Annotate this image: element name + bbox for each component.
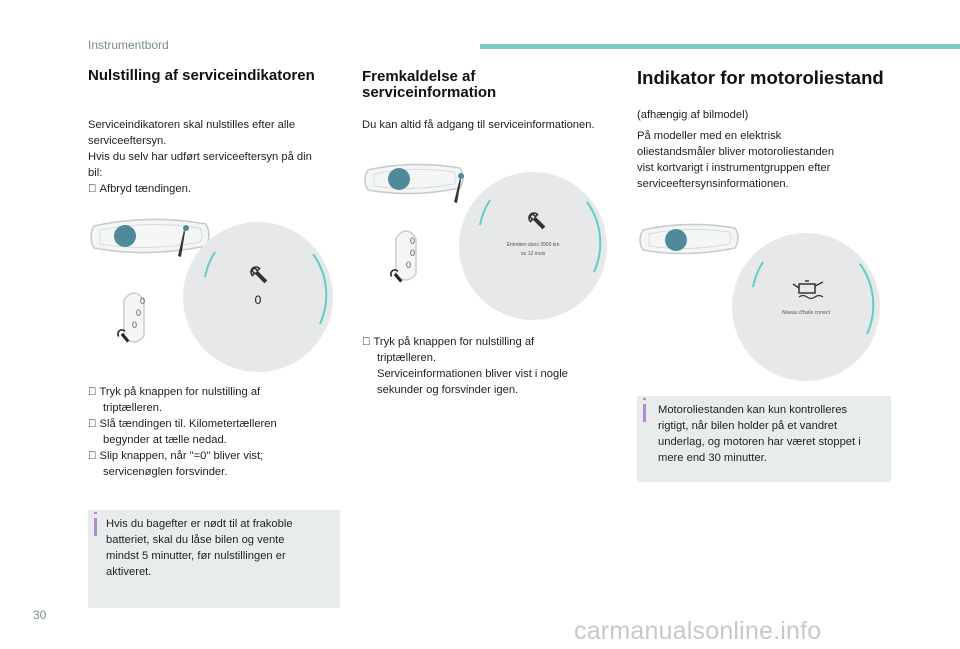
gauge-display-value: 0	[254, 293, 262, 307]
counter-digit: 0	[132, 320, 138, 330]
col1-step: servicenøglen forsvinder.	[103, 466, 228, 478]
page-number: 30	[33, 608, 47, 622]
counter-digit: 0	[410, 248, 416, 258]
info-line: rigtigt, når bilen holder på et vandret	[658, 420, 838, 432]
col2-title-line: Fremkaldelse af	[362, 68, 476, 85]
col3-note: (afhængig af bilmodel)	[637, 109, 749, 121]
oil-level-illustration	[637, 222, 892, 384]
col1-title: Nulstilling af serviceindikatoren	[88, 67, 315, 84]
col3-info-box	[637, 396, 891, 482]
service-reset-illustration	[88, 212, 340, 374]
counter-digit: 0	[140, 296, 146, 306]
info-line: batteriet, skal du låse bilen og vente	[106, 534, 285, 546]
col3-title: Indikator for motoroliestand	[637, 67, 884, 88]
col2-step: Tryk på knappen for nulstilling af	[362, 336, 523, 348]
info-line: mere end 30 minutter.	[658, 452, 767, 464]
col2-step: Serviceinformationen bliver vist i nogle	[377, 368, 568, 380]
header-accent-bar	[480, 44, 960, 49]
counter-digit: 0	[136, 308, 142, 318]
col2-title-line: serviceinformation	[362, 84, 497, 101]
col3-intro-line: oliestandsmåler bliver motoroliestanden	[637, 146, 835, 158]
info-line: mindst 5 minutter, før nulstillingen er	[106, 550, 286, 562]
col1-step0: Afbryd tændingen.	[88, 183, 180, 195]
info-line: Motoroliestanden kan kun kontrolleres	[658, 404, 848, 416]
col2-steps	[362, 334, 617, 398]
col2-title	[362, 69, 496, 101]
highlight-dot	[665, 229, 687, 251]
info-icon	[643, 398, 646, 400]
col1-info-box	[88, 510, 340, 608]
gauge-dial	[732, 233, 880, 381]
col1-intro-line: bil:	[88, 167, 103, 179]
counter-digit: 0	[406, 260, 412, 270]
col1-step: Tryk på knappen for nulstilling af	[88, 386, 249, 398]
gauge-message: Niveau d'huile correct	[782, 310, 830, 316]
watermark: carmanualsonline.info	[574, 617, 822, 645]
col2-step: sekunder og forsvinder igen.	[377, 384, 519, 396]
section-header: Instrumentbord	[88, 38, 169, 52]
instrument-cluster-outline	[365, 164, 463, 193]
info-icon	[94, 512, 97, 514]
info-line: Hvis du bagefter er nødt til at frakoble	[106, 518, 293, 530]
info-bar	[94, 518, 97, 536]
col1-intro-line: serviceeftersyn.	[88, 135, 167, 147]
col3-intro-line: serviceeftersynsinformationen.	[637, 178, 789, 190]
col3-intro	[637, 128, 892, 192]
col2-step: triptælleren.	[377, 352, 437, 364]
info-bar	[643, 404, 646, 422]
gauge-message: ou 12 mois	[520, 251, 546, 257]
col2-intro: Du kan altid få adgang til serviceinformationen.	[362, 119, 595, 131]
col3-intro-line: vist kortvarigt i instrumentgruppen efter	[637, 162, 831, 174]
col1-step: Slip knappen, når "=0" bliver vist;	[88, 450, 252, 462]
service-info-illustration	[362, 160, 612, 320]
highlight-dot	[388, 168, 410, 190]
instrument-cluster-outline	[640, 224, 738, 253]
col3-intro-line: På modeller med en elektrisk	[637, 130, 782, 142]
col1-step: triptælleren.	[103, 402, 163, 414]
info-line: aktiveret.	[106, 566, 152, 578]
info-line: underlag, og motoren har været stoppet i	[658, 436, 861, 448]
gauge-message: Entretien dans 3900 km	[506, 242, 560, 248]
counter-digit: 0	[410, 236, 416, 246]
col1-intro-line: Hvis du selv har udført serviceeftersyn på din	[88, 151, 312, 163]
highlight-dot	[114, 225, 136, 247]
col1-step: Slå tændingen til. Kilometertælleren	[88, 418, 266, 430]
col1-steps	[88, 384, 338, 480]
col1-intro-line: Serviceindikatoren skal nulstilles efter alle	[88, 119, 296, 131]
col1-step: begynder at tælle nedad.	[103, 434, 227, 446]
col1-intro	[88, 117, 338, 197]
